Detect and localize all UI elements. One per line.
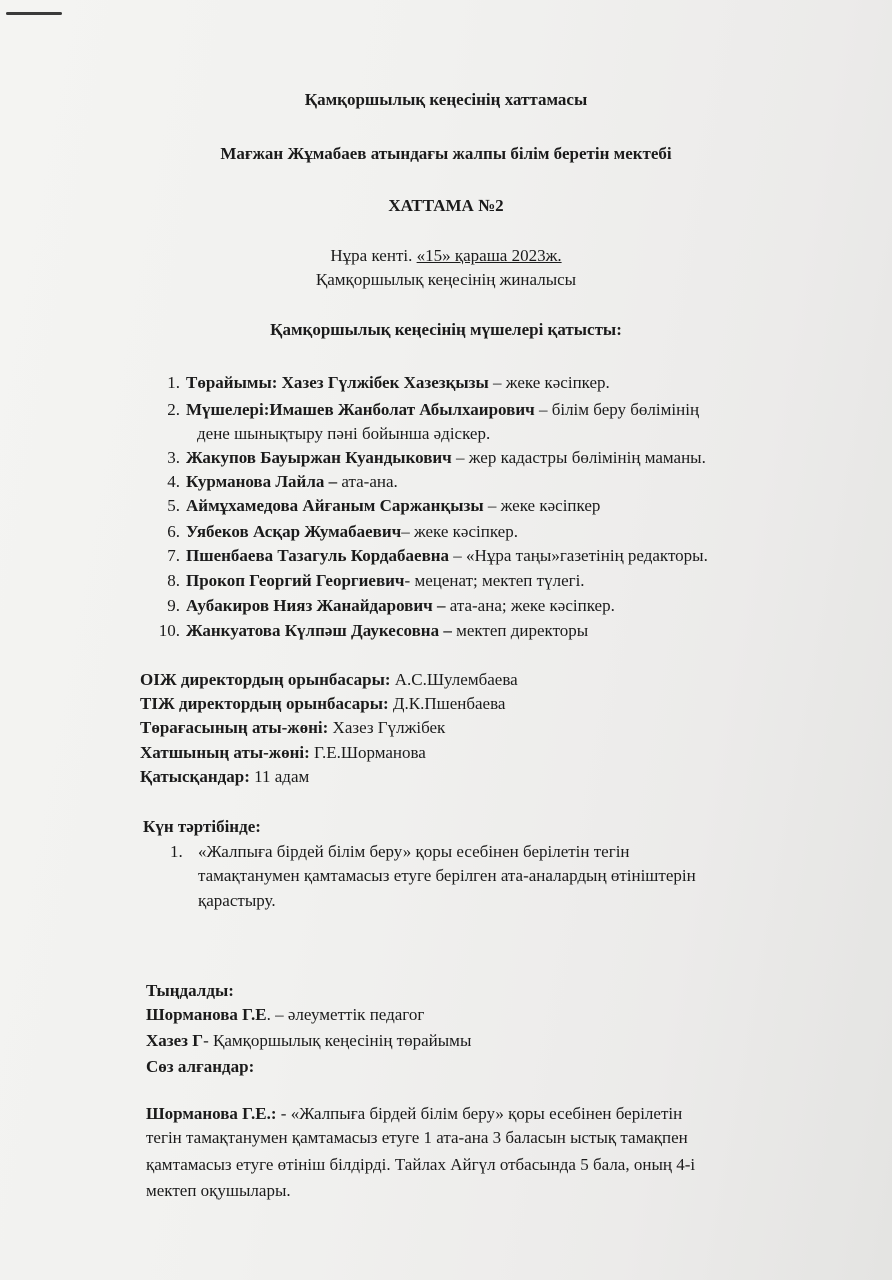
official-line: ОІЖ директордың орынбасары: А.С.Шулембаева (140, 670, 518, 689)
speech-line: қамтамасыз етуге өтініш білдірді. Тайлах Айгүл отбасында 5 бала, оның 4-і (146, 1155, 696, 1174)
member-item: 5. Аймұхамедова Айғаным Саржанқызы – жеке кәсіпкер (167, 496, 601, 515)
member-item: 6. Уябеков Асқар Жумабаевич– жеке кәсіпкер. (167, 522, 518, 541)
listened-person: Хазез Г- Қамқоршылық кеңесінің төрайымы (146, 1031, 472, 1050)
members-heading: Қамқоршылық кеңесінің мүшелері қатысты: (270, 320, 622, 339)
listened-person: Шорманова Г.Е. – әлеуметтік педагог (146, 1005, 425, 1024)
member-item: 2. Мүшелері:Имашев Жанболат Абылхаирович – білім беру бөлімінің (167, 400, 700, 419)
speech-line: Шорманова Г.Е.: - «Жалпыға бірдей білім беру» қоры есебінен берілетін (146, 1104, 683, 1123)
member-item: 7. Пшенбаева Тазагуль Кордабаевна – «Нұра таңы»газетінің редакторы. (167, 546, 708, 565)
member-item-continued: дене шынықтыру пәні бойынша әдіскер. (197, 424, 491, 443)
pen-mark (6, 12, 62, 15)
member-item: 3. Жакупов Бауыржан Куандыкович – жер кадастры бөлімінің маманы. (167, 448, 706, 467)
speech-line: тегін тамақтанумен қамтамасыз етуге 1 ата-ана 3 баласын ыстық тамақпен (146, 1128, 688, 1147)
member-item: 10. Жанкуатова Күлпәш Даукесовна – мектеп директоры (158, 621, 589, 640)
agenda-item: 1. «Жалпыға бірдей білім беру» қоры есебінен берілетін тегін (170, 842, 630, 861)
document-title: Қамқоршылық кеңесінің хаттамасы (304, 90, 588, 109)
protocol-number: ХАТТАМА №2 (388, 196, 504, 215)
speakers-heading: Сөз алғандар: (146, 1057, 255, 1076)
agenda-heading: Күн тәртібінде: (143, 817, 261, 836)
agenda-item-line: қарастыру. (198, 891, 276, 910)
member-item: 4. Курманова Лайла – ата-ана. (167, 472, 398, 491)
member-item: 8. Прокоп Георгий Георгиевич- меценат; мектеп түлегі. (167, 571, 585, 590)
official-line: Қатысқандар: 11 адам (140, 767, 310, 786)
listened-heading: Тыңдалды: (146, 981, 234, 1000)
place-date: Нұра кенті. «15» қараша 2023ж. (330, 246, 562, 265)
school-name: Мағжан Жұмабаев атындағы жалпы білім беретін мектебі (220, 144, 672, 163)
member-item: 9. Аубакиров Нияз Жанайдарович – ата-ана; жеке кәсіпкер. (167, 596, 615, 615)
member-item: 1. Төрайымы: Хазез Гүлжібек Хазезқызы – жеке кәсіпкер. (167, 373, 610, 392)
official-line: ТІЖ директордың орынбасары: Д.К.Пшенбаева (140, 694, 506, 713)
official-line: Төрағасының аты-жөні: Хазез Гүлжібек (140, 718, 446, 737)
speech-line: мектеп оқушылары. (146, 1181, 291, 1200)
meeting-date: «15» қараша 2023ж. (416, 246, 562, 265)
meeting-type: Қамқоршылық кеңесінің жиналысы (315, 270, 577, 289)
official-line: Хатшының аты-жөні: Г.Е.Шорманова (140, 743, 426, 762)
agenda-item-line: тамақтанумен қамтамасыз етуге берілген ата-аналардың өтініштерін (198, 866, 696, 885)
